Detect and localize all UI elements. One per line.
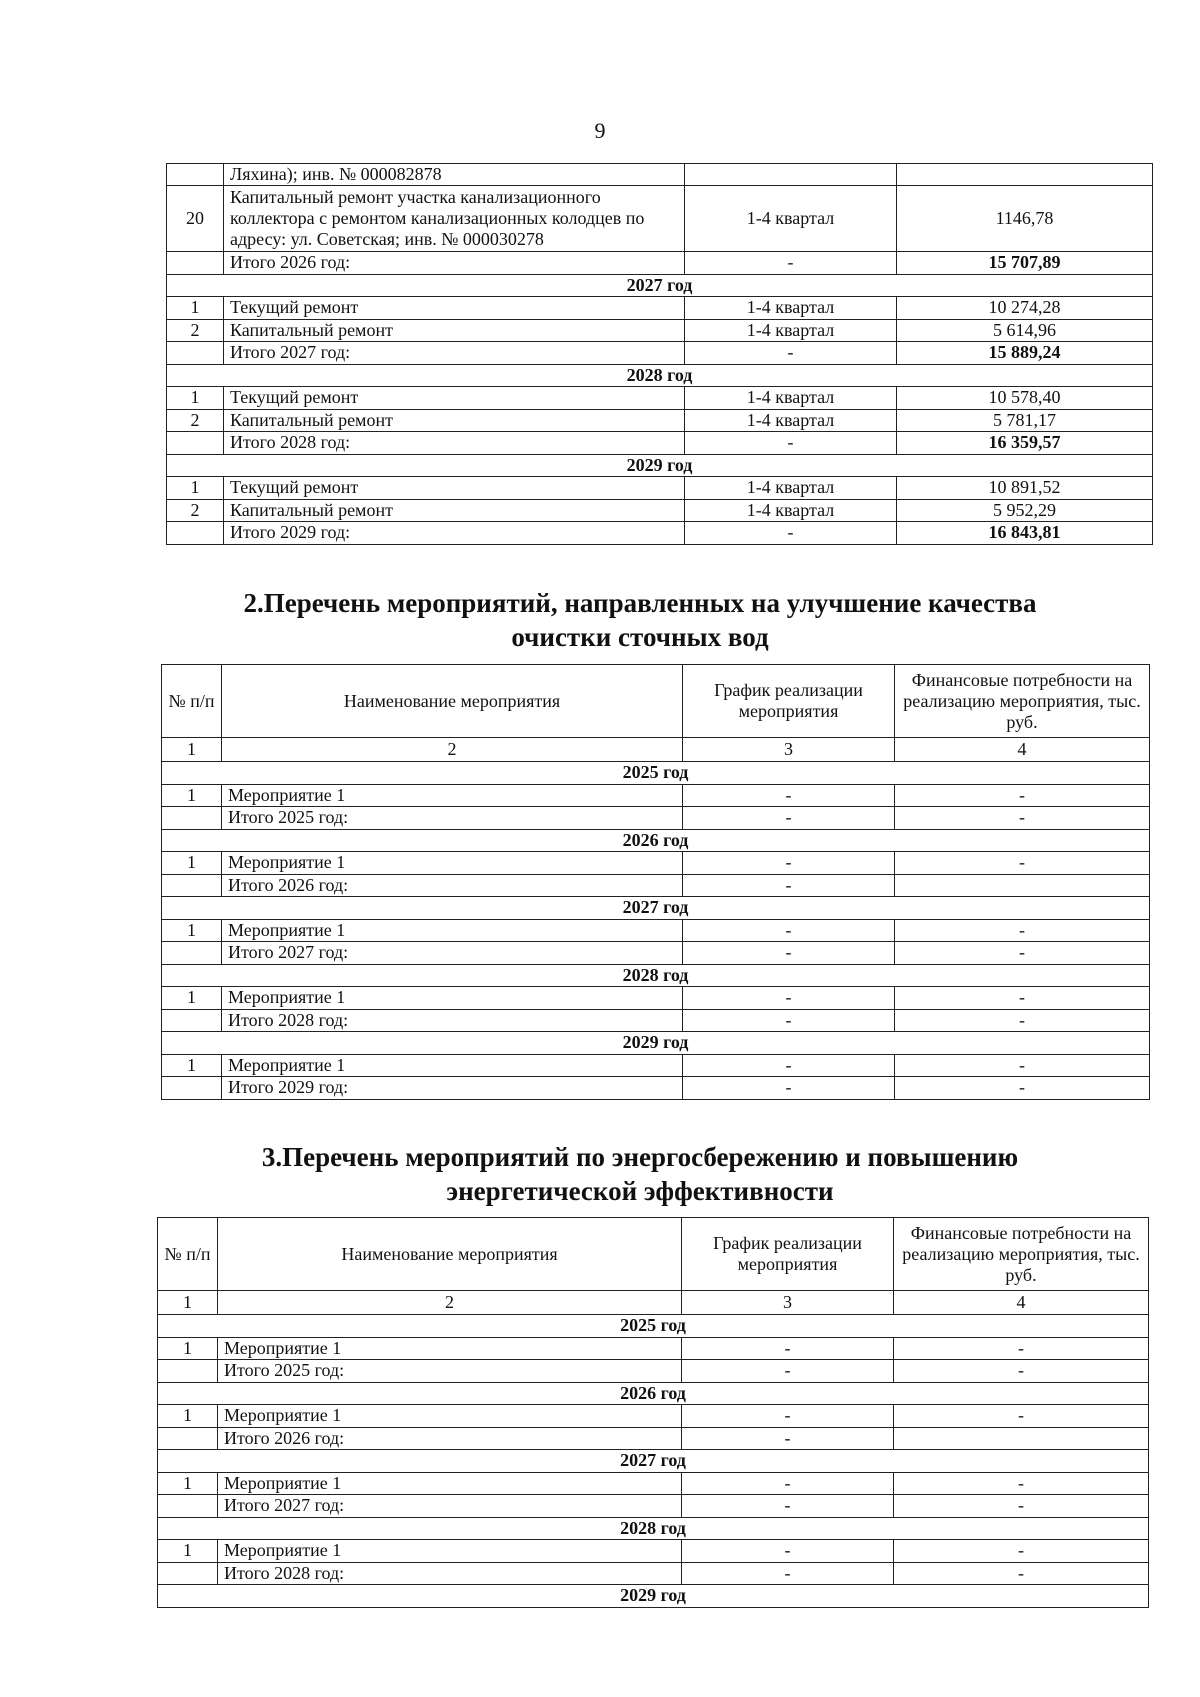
cost-cell: 16 843,81: [897, 522, 1153, 545]
cost-cell: -: [895, 987, 1150, 1010]
schedule-cell: -: [682, 1405, 894, 1428]
table-row: [167, 164, 1153, 186]
activity-name: Мероприятие 1: [222, 784, 683, 807]
schedule-cell: -: [683, 1009, 895, 1032]
total-row: [162, 807, 1150, 830]
cost-cell: 10 891,52: [897, 477, 1153, 500]
row-number: [162, 1009, 222, 1032]
column-number-row: [162, 738, 1150, 762]
year-row: [162, 762, 1150, 785]
total-row: [162, 1077, 1150, 1100]
row-number: [158, 1562, 218, 1585]
year-label: 2029 год: [162, 1032, 1150, 1055]
row-number: 1: [158, 1472, 218, 1495]
col-number-1: 1: [158, 1291, 218, 1315]
cost-cell: [895, 874, 1150, 897]
table-row: [158, 1337, 1149, 1360]
year-row: [167, 454, 1153, 477]
row-number: 1: [162, 987, 222, 1010]
activity-name: Капитальный ремонт: [224, 319, 685, 342]
activity-name: Капитальный ремонт: [224, 499, 685, 522]
table-row: [162, 784, 1150, 807]
schedule-cell: -: [683, 807, 895, 830]
col-number-4: 4: [894, 1291, 1149, 1315]
row-number: 2: [167, 499, 224, 522]
row-number: [162, 942, 222, 965]
table-row: [162, 852, 1150, 875]
activity-name: Мероприятие 1: [222, 852, 683, 875]
schedule-cell: -: [683, 784, 895, 807]
schedule-cell: 1-4 квартал: [685, 409, 897, 432]
row-number: [162, 874, 222, 897]
cost-cell: 16 359,57: [897, 432, 1153, 455]
schedule-cell: 1-4 квартал: [685, 297, 897, 320]
repair-schedule-body: [167, 164, 1153, 545]
cost-cell: 5 781,17: [897, 409, 1153, 432]
row-number: [158, 1495, 218, 1518]
cost-cell: -: [895, 919, 1150, 942]
wastewater-quality-body: [162, 762, 1150, 1100]
year-row: [158, 1382, 1149, 1405]
energy-efficiency-table: [157, 1217, 1149, 1608]
cost-cell: -: [894, 1540, 1149, 1563]
cost-cell: -: [895, 1054, 1150, 1077]
year-label: 2026 год: [158, 1382, 1149, 1405]
wastewater-quality-table: [161, 664, 1150, 1100]
table-row: [167, 387, 1153, 410]
col-number-3: 3: [683, 738, 895, 762]
activity-name: Мероприятие 1: [218, 1337, 682, 1360]
header-cost: Финансовые потребности на реализацию мероприятия, тыс. руб.: [895, 665, 1150, 738]
row-number: [167, 432, 224, 455]
table-row: [158, 1405, 1149, 1428]
schedule-cell: 1-4 квартал: [685, 186, 897, 252]
schedule-cell: -: [683, 1054, 895, 1077]
table-row: [162, 919, 1150, 942]
col-number-4: 4: [895, 738, 1150, 762]
cost-cell: [894, 1427, 1149, 1450]
row-number: 1: [158, 1540, 218, 1563]
year-row: [167, 364, 1153, 387]
year-row: [158, 1517, 1149, 1540]
schedule-cell: -: [683, 919, 895, 942]
table-row: [167, 297, 1153, 320]
row-number: 1: [162, 919, 222, 942]
cost-cell: -: [895, 852, 1150, 875]
col-number-1: 1: [162, 738, 222, 762]
schedule-cell: -: [682, 1562, 894, 1585]
row-number: [158, 1427, 218, 1450]
total-label: Итого 2027 год:: [224, 342, 685, 365]
header-cost: Финансовые потребности на реализацию мероприятия, тыс. руб.: [894, 1218, 1149, 1291]
cost-cell: -: [895, 1077, 1150, 1100]
repair-schedule-table: [166, 163, 1153, 545]
table-row: [162, 1054, 1150, 1077]
table-row: [158, 1540, 1149, 1563]
row-number: [167, 342, 224, 365]
column-number-row: [158, 1291, 1149, 1315]
schedule-cell: -: [682, 1427, 894, 1450]
activity-name: Мероприятие 1: [218, 1405, 682, 1428]
schedule-cell: 1-4 квартал: [685, 387, 897, 410]
total-label: Итого 2029 год:: [224, 522, 685, 545]
total-label: Итого 2026 год:: [224, 252, 685, 275]
header-num: № п/п: [162, 665, 222, 738]
col-number-2: 2: [222, 738, 683, 762]
row-number: 1: [162, 784, 222, 807]
cost-cell: -: [894, 1337, 1149, 1360]
year-row: [158, 1585, 1149, 1608]
total-label: Итого 2027 год:: [222, 942, 683, 965]
year-label: 2028 год: [162, 964, 1150, 987]
schedule-cell: 1-4 квартал: [685, 319, 897, 342]
cost-cell: -: [894, 1562, 1149, 1585]
header-row: [162, 665, 1150, 738]
total-row: [162, 942, 1150, 965]
table-row: [167, 186, 1153, 252]
schedule-cell: -: [683, 874, 895, 897]
cost-cell: -: [894, 1405, 1149, 1428]
total-row: [162, 874, 1150, 897]
schedule-cell: 1-4 квартал: [685, 477, 897, 500]
total-row: [158, 1562, 1149, 1585]
year-label: 2028 год: [158, 1517, 1149, 1540]
year-row: [162, 829, 1150, 852]
total-label: Итого 2025 год:: [218, 1360, 682, 1383]
activity-name: Текущий ремонт: [224, 477, 685, 500]
row-number: [162, 807, 222, 830]
row-number: 1: [167, 297, 224, 320]
year-row: [158, 1450, 1149, 1473]
table-row: [167, 477, 1153, 500]
cost-cell: -: [895, 942, 1150, 965]
schedule-cell: -: [683, 1077, 895, 1100]
activity-name: Мероприятие 1: [222, 919, 683, 942]
year-label: 2025 год: [162, 762, 1150, 785]
total-row: [167, 432, 1153, 455]
total-row: [167, 342, 1153, 365]
table-row: [167, 409, 1153, 432]
row-number: 1: [162, 852, 222, 875]
total-label: Итого 2028 год:: [218, 1562, 682, 1585]
schedule-cell: -: [683, 942, 895, 965]
activity-name: Мероприятие 1: [222, 1054, 683, 1077]
table-row: [162, 987, 1150, 1010]
row-number: [167, 164, 224, 186]
col-number-3: 3: [682, 1291, 894, 1315]
section-2-title-line-1: 2.Перечень мероприятий, направленных на улучшение качества: [243, 588, 1037, 618]
activity-name: Ляхина); инв. № 000082878: [224, 164, 685, 186]
section-3-title-line-1: 3.Перечень мероприятий по энергосбережению и повышению: [261, 1142, 1019, 1172]
cost-cell: [897, 164, 1153, 186]
row-number: 1: [158, 1405, 218, 1428]
schedule-cell: 1-4 квартал: [685, 499, 897, 522]
section-3-title-line-2: энергетической эффективности: [446, 1176, 834, 1206]
year-row: [162, 964, 1150, 987]
row-number: [162, 1077, 222, 1100]
row-number: 20: [167, 186, 224, 252]
cost-cell: -: [894, 1472, 1149, 1495]
row-number: 1: [167, 477, 224, 500]
year-label: 2027 год: [167, 274, 1153, 297]
row-number: 2: [167, 409, 224, 432]
year-label: 2029 год: [158, 1585, 1149, 1608]
cost-cell: 10 274,28: [897, 297, 1153, 320]
cost-cell: 15 889,24: [897, 342, 1153, 365]
schedule-cell: -: [685, 432, 897, 455]
schedule-cell: -: [685, 252, 897, 275]
total-label: Итого 2028 год:: [222, 1009, 683, 1032]
table-row: [167, 319, 1153, 342]
activity-name: Текущий ремонт: [224, 297, 685, 320]
section-2-title: [160, 586, 1120, 654]
activity-name: Мероприятие 1: [218, 1472, 682, 1495]
cost-cell: -: [894, 1495, 1149, 1518]
header-schedule: График реализации мероприятия: [683, 665, 895, 738]
schedule-cell: -: [682, 1360, 894, 1383]
year-label: 2027 год: [158, 1450, 1149, 1473]
activity-name: Мероприятие 1: [222, 987, 683, 1010]
schedule-cell: -: [683, 987, 895, 1010]
total-label: Итого 2026 год:: [222, 874, 683, 897]
header-row: [158, 1218, 1149, 1291]
row-number: 1: [162, 1054, 222, 1077]
total-label: Итого 2028 год:: [224, 432, 685, 455]
total-label: Итого 2029 год:: [222, 1077, 683, 1100]
header-num: № п/п: [158, 1218, 218, 1291]
cost-cell: -: [895, 1009, 1150, 1032]
year-label: 2029 год: [167, 454, 1153, 477]
schedule-cell: [685, 164, 897, 186]
schedule-cell: -: [685, 522, 897, 545]
schedule-cell: -: [683, 852, 895, 875]
total-label: Итого 2025 год:: [222, 807, 683, 830]
total-row: [158, 1495, 1149, 1518]
year-row: [158, 1315, 1149, 1338]
year-label: 2027 год: [162, 897, 1150, 920]
section-3-title: [160, 1140, 1120, 1208]
activity-name: Мероприятие 1: [218, 1540, 682, 1563]
cost-cell: -: [894, 1360, 1149, 1383]
header-schedule: График реализации мероприятия: [682, 1218, 894, 1291]
table-row: [158, 1472, 1149, 1495]
year-row: [162, 1032, 1150, 1055]
activity-name: Текущий ремонт: [224, 387, 685, 410]
cost-cell: -: [895, 784, 1150, 807]
row-number: 1: [158, 1337, 218, 1360]
schedule-cell: -: [682, 1495, 894, 1518]
cost-cell: 1146,78: [897, 186, 1153, 252]
col-number-2: 2: [218, 1291, 682, 1315]
total-label: Итого 2026 год:: [218, 1427, 682, 1450]
row-number: 2: [167, 319, 224, 342]
total-row: [158, 1427, 1149, 1450]
year-label: 2025 год: [158, 1315, 1149, 1338]
cost-cell: 15 707,89: [897, 252, 1153, 275]
total-row: [167, 252, 1153, 275]
row-number: [158, 1360, 218, 1383]
cost-cell: 10 578,40: [897, 387, 1153, 410]
year-row: [162, 897, 1150, 920]
row-number: [167, 522, 224, 545]
total-row: [158, 1360, 1149, 1383]
cost-cell: -: [895, 807, 1150, 830]
total-row: [167, 522, 1153, 545]
schedule-cell: -: [682, 1472, 894, 1495]
row-number: 1: [167, 387, 224, 410]
activity-name: Капитальный ремонт: [224, 409, 685, 432]
row-number: [167, 252, 224, 275]
total-row: [162, 1009, 1150, 1032]
header-name: Наименование мероприятия: [218, 1218, 682, 1291]
energy-efficiency-body: [158, 1315, 1149, 1608]
cost-cell: 5 952,29: [897, 499, 1153, 522]
total-label: Итого 2027 год:: [218, 1495, 682, 1518]
schedule-cell: -: [685, 342, 897, 365]
cost-cell: 5 614,96: [897, 319, 1153, 342]
table-row: [167, 499, 1153, 522]
schedule-cell: -: [682, 1337, 894, 1360]
page-number: 9: [594, 118, 606, 143]
section-2-title-line-2: очистки сточных вод: [511, 622, 769, 652]
activity-name: Капитальный ремонт участка канализационного коллектора с ремонтом канализационных колодцев по адресу: ул. Советская; инв. № 000030278: [224, 186, 685, 252]
year-label: 2028 год: [167, 364, 1153, 387]
year-label: 2026 год: [162, 829, 1150, 852]
year-row: [167, 274, 1153, 297]
header-name: Наименование мероприятия: [222, 665, 683, 738]
schedule-cell: -: [682, 1540, 894, 1563]
